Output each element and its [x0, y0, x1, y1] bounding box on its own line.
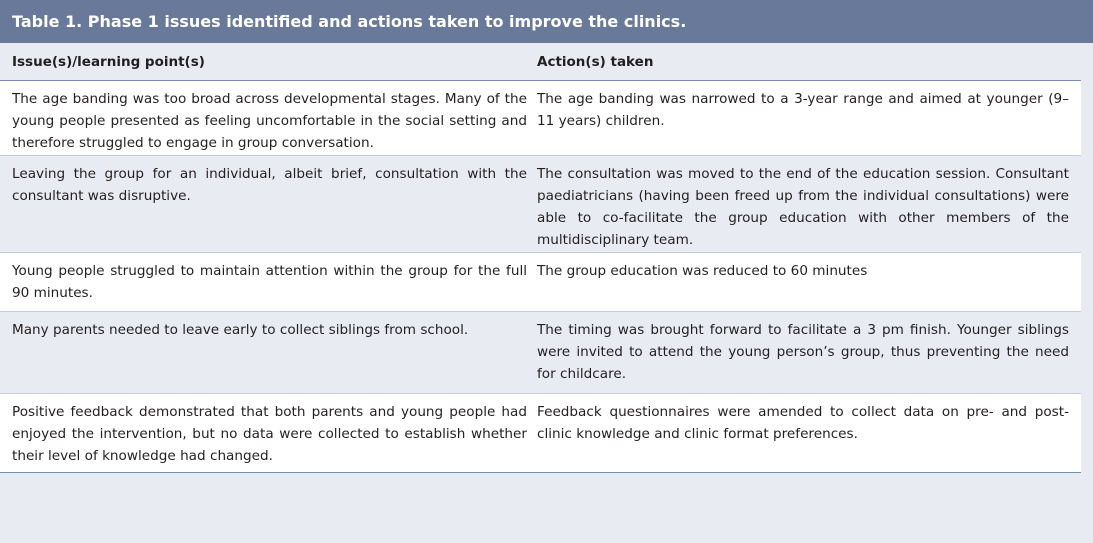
- issue-cell: Positive feedback demonstrated that both parents and young people had enjoyed the intervention, but no data were collected to establish whether their level of knowledge had changed.: [12, 404, 527, 464]
- table-row: [0, 253, 1081, 312]
- table-row: [0, 81, 1081, 156]
- action-cell: The group education was reduced to 60 minutes: [537, 263, 868, 279]
- table-row: [0, 312, 1081, 394]
- issue-cell: Leaving the group for an individual, albeit brief, consultation with the consultant was disruptive.: [12, 166, 527, 204]
- issue-cell: Young people struggled to maintain attention within the group for the full 90 minutes.: [12, 263, 527, 301]
- action-cell: The timing was brought forward to facilitate a 3 pm finish. Younger siblings were invited to attend the young person’s group, thus preventing the need for childcare.: [537, 322, 1069, 382]
- header-issue: Issue(s)/learning point(s): [12, 53, 205, 70]
- header-action: Action(s) taken: [537, 53, 654, 70]
- issue-cell: The age banding was too broad across developmental stages. Many of the young people presented as feeling uncomfortable in the social setting and therefore struggled to engage in group conversation.: [12, 91, 527, 151]
- action-cell: Feedback questionnaires were amended to collect data on pre- and post-clinic knowledge and clinic format preferences.: [537, 404, 1069, 442]
- action-cell: The consultation was moved to the end of the education session. Consultant paediatricians (having been freed up from the individual consultations) were able to co-facilitate the group education with other members of the multidisciplinary team.: [537, 166, 1069, 248]
- table-header-row: [0, 43, 1081, 81]
- issues-actions-table: [0, 43, 1081, 473]
- table-row: [0, 394, 1081, 473]
- table-title: Table 1. Phase 1 issues identified and actions taken to improve the clinics.: [0, 0, 1093, 43]
- table-row: [0, 156, 1081, 253]
- action-cell: The age banding was narrowed to a 3-year range and aimed at younger (9–11 years) children.: [537, 91, 1069, 129]
- issue-cell: Many parents needed to leave early to collect siblings from school.: [12, 322, 469, 338]
